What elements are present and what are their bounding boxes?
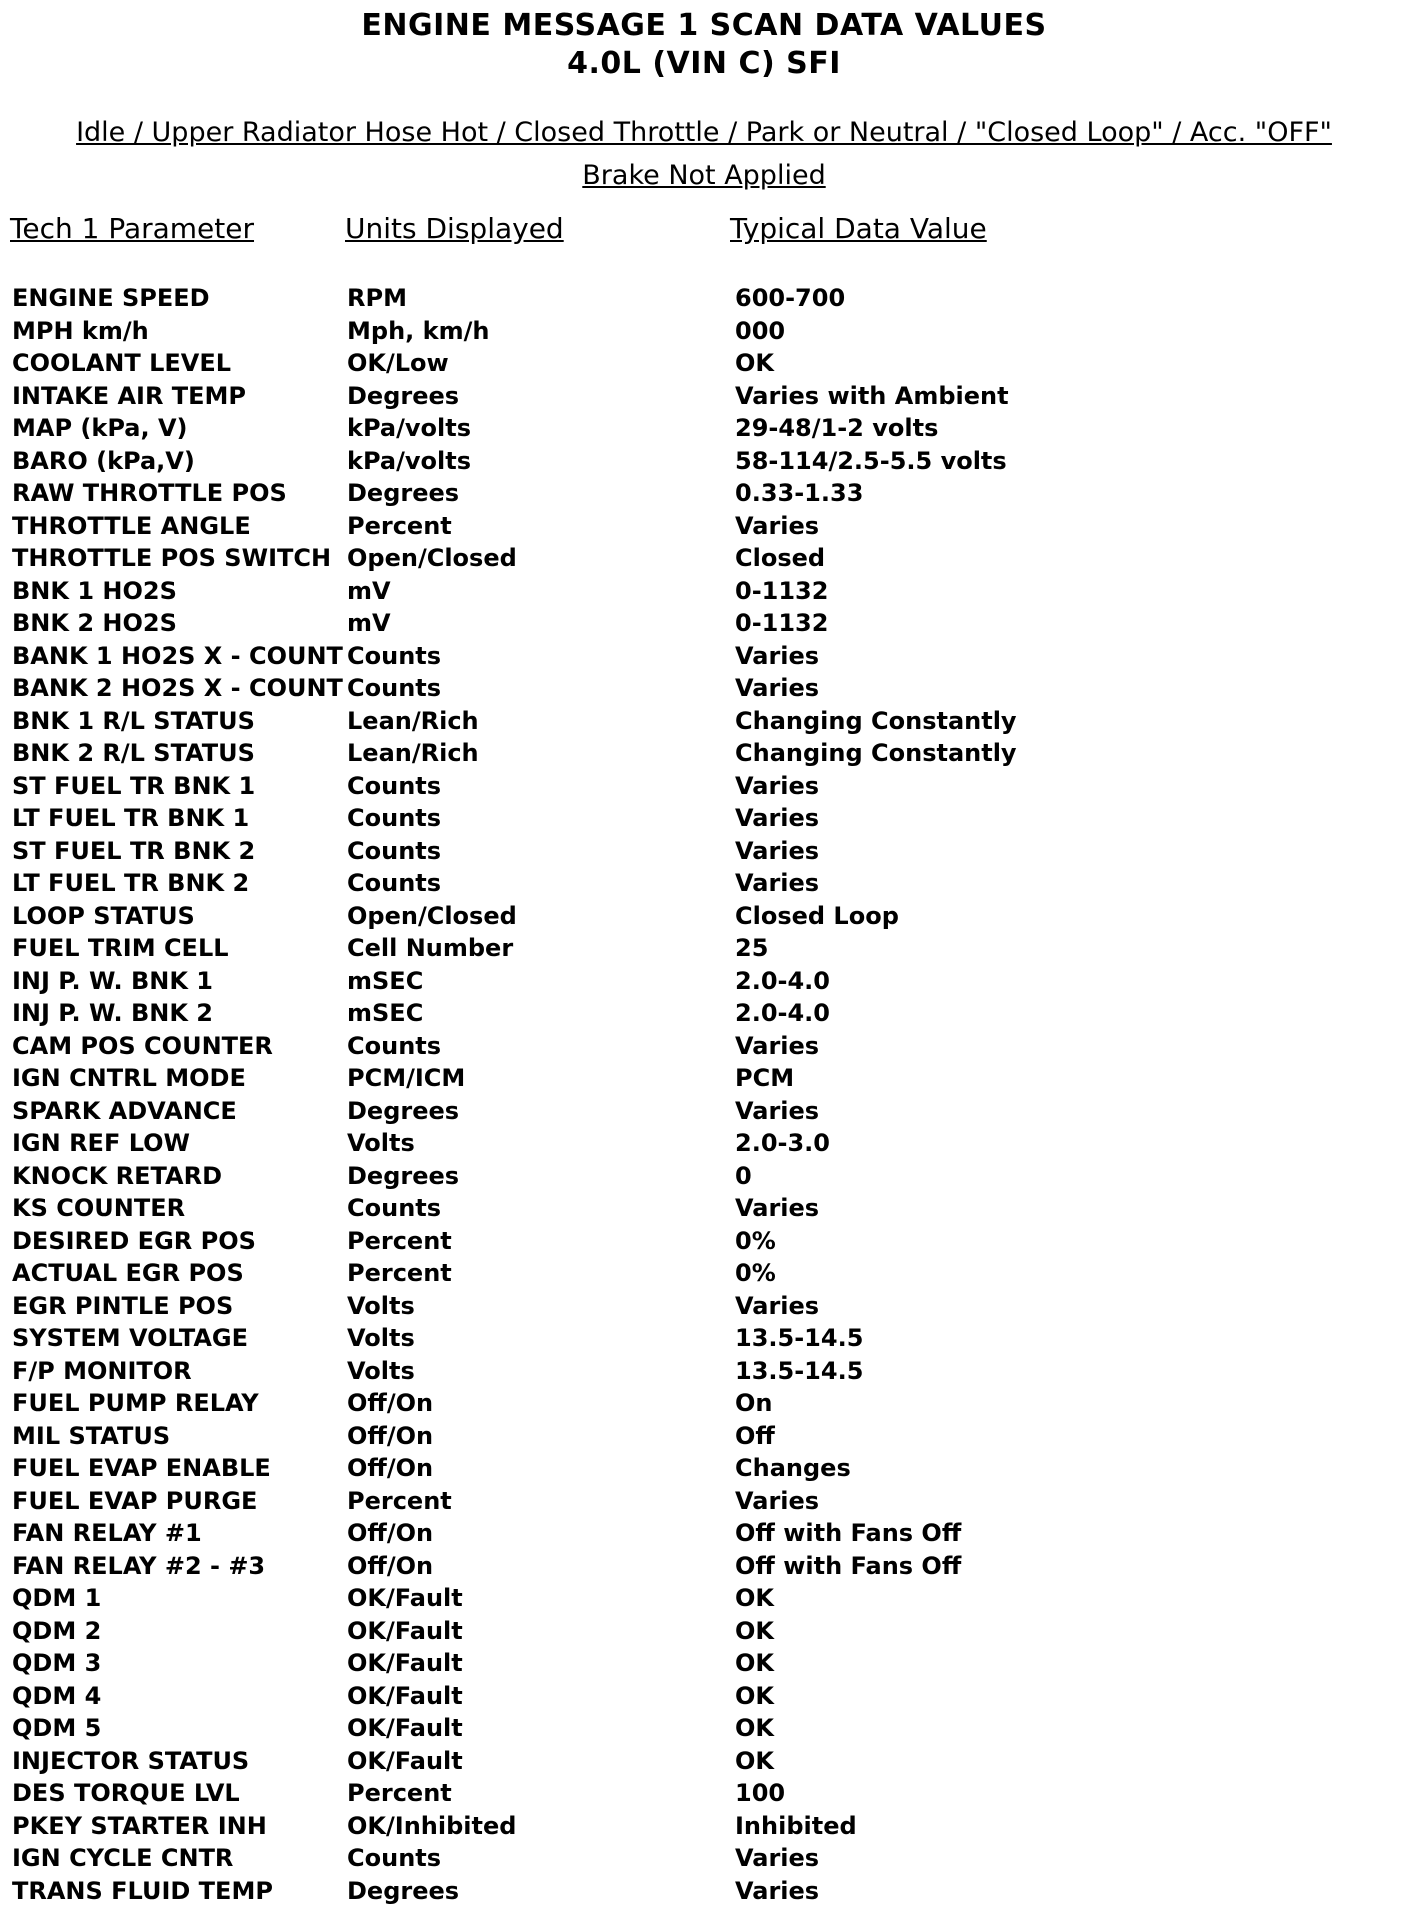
parameter-cell: INJ P. W. BNK 2 [12,997,213,1029]
units-cell: Volts [347,1127,415,1159]
units-cell: Counts [347,1842,441,1874]
parameter-cell: SPARK ADVANCE [12,1095,237,1127]
table-row [0,1192,1408,1225]
value-cell: 0% [735,1225,776,1257]
value-cell: Varies [735,1485,819,1517]
parameter-cell: LOOP STATUS [12,900,195,932]
table-row [0,542,1408,575]
table-row [0,705,1408,738]
units-cell: Off/On [347,1517,433,1549]
table-row [0,1875,1408,1907]
table-row [0,1127,1408,1160]
units-cell: Off/On [347,1420,433,1452]
parameter-cell: FUEL EVAP PURGE [12,1485,257,1517]
units-cell: mV [347,575,391,607]
table-row [0,1160,1408,1193]
parameter-cell: INJECTOR STATUS [12,1745,249,1777]
value-cell: Varies [735,1842,819,1874]
parameter-cell: FUEL EVAP ENABLE [12,1452,271,1484]
units-cell: Mph, km/h [347,315,489,347]
table-row [0,640,1408,673]
scan-data-table [0,282,1408,1907]
parameter-cell: ACTUAL EGR POS [12,1257,244,1289]
table-row [0,1062,1408,1095]
value-cell: OK [735,1712,774,1744]
value-cell: Off [735,1420,775,1452]
value-cell: Changing Constantly [735,737,1017,769]
units-cell: OK/Fault [347,1712,463,1744]
parameter-cell: CAM POS COUNTER [12,1030,273,1062]
value-cell: 13.5-14.5 [735,1322,863,1354]
page-title: ENGINE MESSAGE 1 SCAN DATA VALUES [0,8,1408,43]
table-row [0,510,1408,543]
parameter-cell: BNK 1 HO2S [12,575,177,607]
units-cell: Off/On [347,1387,433,1419]
table-row [0,1712,1408,1745]
value-cell: Varies with Ambient [735,380,1009,412]
parameter-cell: BARO (kPa,V) [12,445,195,477]
table-row [0,315,1408,348]
table-row [0,737,1408,770]
value-cell: 13.5-14.5 [735,1355,863,1387]
parameter-cell: IGN CYCLE CNTR [12,1842,233,1874]
table-row [0,835,1408,868]
table-row [0,900,1408,933]
units-cell: Degrees [347,1095,459,1127]
table-row [0,1420,1408,1453]
value-cell: 2.0-3.0 [735,1127,830,1159]
value-cell: 0-1132 [735,575,828,607]
table-row [0,1582,1408,1615]
parameter-cell: QDM 1 [12,1582,101,1614]
parameter-cell: MPH km/h [12,315,149,347]
table-row [0,1842,1408,1875]
value-cell: Closed [735,542,825,574]
table-row [0,1355,1408,1388]
value-cell: 000 [735,315,785,347]
value-cell: Varies [735,1875,819,1907]
page-subtitle: 4.0L (VIN C) SFI [0,46,1408,81]
table-row [0,445,1408,478]
table-row [0,1615,1408,1648]
value-cell: 100 [735,1777,785,1809]
parameter-cell: QDM 2 [12,1615,101,1647]
column-header-value: Typical Data Value [730,212,987,245]
value-cell: Varies [735,510,819,542]
units-cell: OK/Fault [347,1615,463,1647]
units-cell: Degrees [347,1160,459,1192]
value-cell: Changes [735,1452,851,1484]
parameter-cell: ST FUEL TR BNK 1 [12,770,255,802]
value-cell: Varies [735,835,819,867]
parameter-cell: FUEL TRIM CELL [12,932,229,964]
parameter-cell: THROTTLE POS SWITCH [12,542,331,574]
units-cell: OK/Fault [347,1745,463,1777]
parameter-cell: FAN RELAY #2 - #3 [12,1550,265,1582]
table-row [0,477,1408,510]
value-cell: Varies [735,640,819,672]
table-row [0,607,1408,640]
value-cell: 600-700 [735,282,845,314]
value-cell: 0.33-1.33 [735,477,863,509]
units-cell: Counts [347,835,441,867]
value-cell: PCM [735,1062,794,1094]
units-cell: OK/Inhibited [347,1810,516,1842]
value-cell: Varies [735,802,819,834]
table-row [0,1550,1408,1583]
value-cell: 0 [735,1160,752,1192]
parameter-cell: PKEY STARTER INH [12,1810,267,1842]
parameter-cell: DESIRED EGR POS [12,1225,256,1257]
table-row [0,1322,1408,1355]
parameter-cell: FAN RELAY #1 [12,1517,202,1549]
table-row [0,380,1408,413]
value-cell: Closed Loop [735,900,899,932]
units-cell: PCM/ICM [347,1062,465,1094]
column-header-parameter: Tech 1 Parameter [10,212,254,245]
parameter-cell: INJ P. W. BNK 1 [12,965,213,997]
units-cell: mV [347,607,391,639]
units-cell: Volts [347,1355,415,1387]
parameter-cell: KS COUNTER [12,1192,185,1224]
value-cell: Off with Fans Off [735,1550,961,1582]
parameter-cell: LT FUEL TR BNK 1 [12,802,249,834]
table-row [0,412,1408,445]
table-row [0,1745,1408,1778]
units-cell: Counts [347,1192,441,1224]
value-cell: 25 [735,932,768,964]
value-cell: Varies [735,1192,819,1224]
units-cell: OK/Fault [347,1680,463,1712]
units-cell: Counts [347,867,441,899]
units-cell: Percent [347,1225,452,1257]
table-row [0,1225,1408,1258]
units-cell: Counts [347,1030,441,1062]
units-cell: Counts [347,802,441,834]
table-row [0,802,1408,835]
units-cell: Open/Closed [347,900,517,932]
value-cell: On [735,1387,773,1419]
parameter-cell: MIL STATUS [12,1420,170,1452]
value-cell: OK [735,347,774,379]
parameter-cell: MAP (kPa, V) [12,412,188,444]
parameter-cell: EGR PINTLE POS [12,1290,233,1322]
table-row [0,1810,1408,1843]
table-row [0,1452,1408,1485]
value-cell: OK [735,1647,774,1679]
parameter-cell: FUEL PUMP RELAY [12,1387,259,1419]
table-row [0,1290,1408,1323]
units-cell: Cell Number [347,932,513,964]
units-cell: Percent [347,1485,452,1517]
units-cell: Lean/Rich [347,737,479,769]
value-cell: Varies [735,1290,819,1322]
test-conditions-continued: Brake Not Applied [0,160,1408,191]
table-row [0,867,1408,900]
parameter-cell: BANK 2 HO2S X - COUNT [12,672,343,704]
column-header-units: Units Displayed [345,212,564,245]
parameter-cell: QDM 3 [12,1647,101,1679]
table-row [0,1257,1408,1290]
table-row [0,1517,1408,1550]
table-row [0,672,1408,705]
parameter-cell: ST FUEL TR BNK 2 [12,835,255,867]
value-cell: 0-1132 [735,607,828,639]
units-cell: RPM [347,282,407,314]
parameter-cell: BANK 1 HO2S X - COUNT [12,640,343,672]
parameter-cell: COOLANT LEVEL [12,347,231,379]
parameter-cell: QDM 4 [12,1680,101,1712]
units-cell: OK/Low [347,347,449,379]
units-cell: Off/On [347,1550,433,1582]
units-cell: mSEC [347,965,423,997]
parameter-cell: DES TORQUE LVL [12,1777,240,1809]
units-cell: Percent [347,1777,452,1809]
parameter-cell: QDM 5 [12,1712,101,1744]
value-cell: 2.0-4.0 [735,997,830,1029]
value-cell: 29-48/1-2 volts [735,412,938,444]
table-row [0,282,1408,315]
parameter-cell: ENGINE SPEED [12,282,210,314]
units-cell: Counts [347,672,441,704]
table-row [0,1777,1408,1810]
table-row [0,997,1408,1030]
value-cell: OK [735,1680,774,1712]
value-cell: Changing Constantly [735,705,1017,737]
value-cell: Varies [735,1030,819,1062]
value-cell: Varies [735,867,819,899]
table-row [0,932,1408,965]
parameter-cell: F/P MONITOR [12,1355,192,1387]
parameter-cell: SYSTEM VOLTAGE [12,1322,248,1354]
value-cell: Inhibited [735,1810,857,1842]
parameter-cell: TRANS FLUID TEMP [12,1875,273,1907]
units-cell: Off/On [347,1452,433,1484]
value-cell: Varies [735,672,819,704]
test-conditions: Idle / Upper Radiator Hose Hot / Closed Throttle / Park or Neutral / "Closed Loop" / Acc. "OFF" [0,117,1408,148]
units-cell: kPa/volts [347,412,471,444]
parameter-cell: KNOCK RETARD [12,1160,222,1192]
parameter-cell: IGN CNTRL MODE [12,1062,246,1094]
parameter-cell: BNK 2 R/L STATUS [12,737,255,769]
parameter-cell: THROTTLE ANGLE [12,510,251,542]
table-row [0,1095,1408,1128]
units-cell: Counts [347,770,441,802]
parameter-cell: INTAKE AIR TEMP [12,380,246,412]
table-row [0,347,1408,380]
value-cell: OK [735,1615,774,1647]
table-row [0,1387,1408,1420]
parameter-cell: LT FUEL TR BNK 2 [12,867,249,899]
table-row [0,770,1408,803]
units-cell: Volts [347,1290,415,1322]
units-cell: OK/Fault [347,1582,463,1614]
value-cell: OK [735,1745,774,1777]
units-cell: mSEC [347,997,423,1029]
value-cell: Off with Fans Off [735,1517,961,1549]
parameter-cell: BNK 1 R/L STATUS [12,705,255,737]
value-cell: Varies [735,770,819,802]
table-row [0,1030,1408,1063]
units-cell: Percent [347,1257,452,1289]
parameter-cell: RAW THROTTLE POS [12,477,287,509]
units-cell: Degrees [347,380,459,412]
units-cell: Degrees [347,477,459,509]
table-row [0,1680,1408,1713]
units-cell: Lean/Rich [347,705,479,737]
value-cell: 0% [735,1257,776,1289]
table-row [0,1485,1408,1518]
parameter-cell: BNK 2 HO2S [12,607,177,639]
units-cell: OK/Fault [347,1647,463,1679]
value-cell: 58-114/2.5-5.5 volts [735,445,1007,477]
units-cell: Percent [347,510,452,542]
value-cell: OK [735,1582,774,1614]
table-row [0,965,1408,998]
table-row [0,1647,1408,1680]
units-cell: Counts [347,640,441,672]
parameter-cell: IGN REF LOW [12,1127,190,1159]
units-cell: Degrees [347,1875,459,1907]
units-cell: Open/Closed [347,542,517,574]
value-cell: 2.0-4.0 [735,965,830,997]
units-cell: kPa/volts [347,445,471,477]
units-cell: Volts [347,1322,415,1354]
table-row [0,575,1408,608]
value-cell: Varies [735,1095,819,1127]
